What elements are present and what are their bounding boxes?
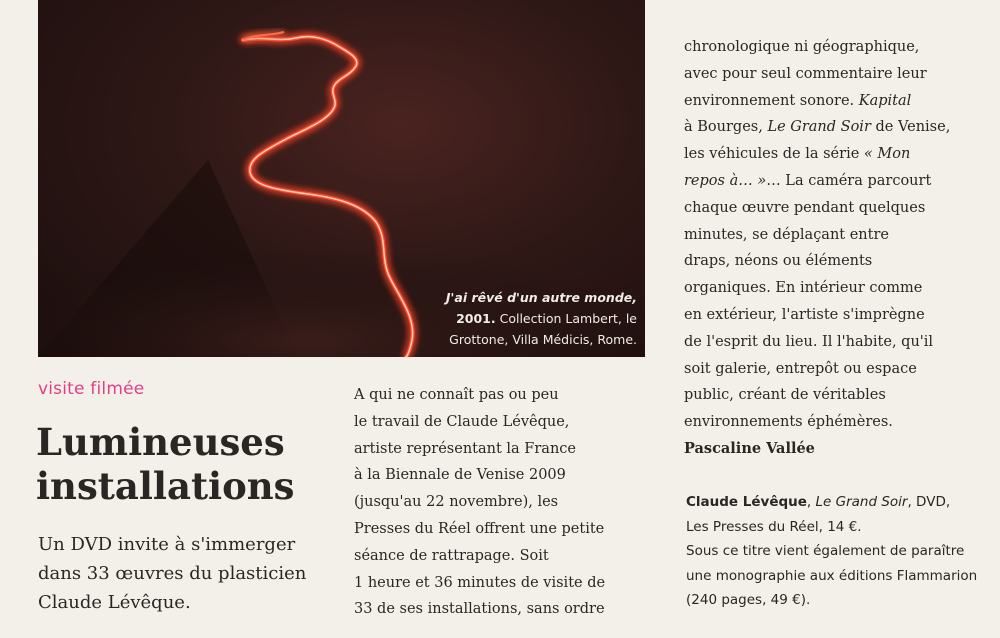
body-line: Presses du Réel offrent une petite xyxy=(354,520,605,537)
lead-line1: Un DVD invite à s'immerger xyxy=(38,534,296,555)
body-column-3 xyxy=(684,34,984,463)
body-line xyxy=(684,88,984,115)
body-line: public, créant de véritables xyxy=(684,387,886,404)
body-line: (jusqu'au 22 novembre), les xyxy=(354,494,559,511)
artwork-title: Le Grand Soir xyxy=(767,119,871,136)
headline-line2: installations xyxy=(36,464,295,508)
body-line xyxy=(684,114,984,141)
article-headline xyxy=(36,420,336,508)
article-lead xyxy=(38,530,338,617)
body-line: A qui ne connaît pas ou peu xyxy=(354,387,559,403)
body-line: artiste représentant la France xyxy=(354,440,576,457)
body-line: chaque œuvre pendant quelques xyxy=(684,199,926,216)
body-line: 33 de ses installations, sans ordre xyxy=(354,601,605,618)
body-line: soit galerie, entrepôt ou espace xyxy=(684,360,917,377)
artwork-title: repos à… » xyxy=(684,172,767,189)
artwork-title: « Mon xyxy=(863,146,911,163)
body-line: chronologique ni géographique, xyxy=(684,39,920,55)
body-line xyxy=(684,168,984,195)
body-column-2 xyxy=(354,382,646,623)
caption-line2: Grottone, Villa Médicis, Rome. xyxy=(449,332,637,347)
product-info-box xyxy=(686,490,986,613)
body-text: de Venise, xyxy=(875,119,951,136)
body-line: séance de rattrapage. Soit xyxy=(354,547,549,564)
section-rubric: visite filmée xyxy=(38,379,145,399)
neon-installation-photo xyxy=(38,0,645,357)
caption-line1: Collection Lambert, le xyxy=(499,311,637,326)
body-line: à la Biennale de Venise 2009 xyxy=(354,467,566,484)
body-text: environnement sonore. xyxy=(684,92,855,109)
author-signature: Pascaline Vallée xyxy=(684,439,815,457)
body-line: avec pour seul commentaire leur xyxy=(684,65,927,82)
info-format: , DVD, xyxy=(907,494,951,510)
info-sep: , xyxy=(806,494,812,510)
body-line: le travail de Claude Lévêque, xyxy=(354,413,570,430)
body-text: … La caméra parcourt xyxy=(766,172,932,189)
artwork-title: Kapital xyxy=(858,92,912,109)
body-text: à Bourges, xyxy=(684,119,763,136)
body-line: de l'esprit du lieu. Il l'habite, qu'il xyxy=(684,333,934,350)
photo-caption xyxy=(437,287,637,350)
lead-line2: dans 33 œuvres du plasticien xyxy=(38,563,307,584)
info-artist: Claude Lévêque xyxy=(686,494,807,510)
headline-line1: Lumineuses xyxy=(36,420,285,464)
info-line xyxy=(686,490,986,515)
caption-year: 2001. xyxy=(456,311,496,326)
body-line: en extérieur, l'artiste s'imprègne xyxy=(684,306,925,323)
body-line: 1 heure et 36 minutes de visite de xyxy=(354,574,606,591)
body-line xyxy=(684,141,984,168)
body-line: environnements éphémères. xyxy=(684,414,893,431)
body-line: organiques. En intérieur comme xyxy=(684,280,923,297)
body-line: minutes, se déplaçant entre xyxy=(684,226,889,243)
caption-title: J'ai rêvé d'un autre monde, xyxy=(445,290,637,305)
info-title: Le Grand Soir xyxy=(815,494,908,510)
info-line: (240 pages, 49 €). xyxy=(686,592,811,608)
info-line: Sous ce titre vient également de paraître xyxy=(686,543,965,559)
lead-line3: Claude Lévêque. xyxy=(38,592,191,613)
body-text: les véhicules de la série xyxy=(684,146,860,163)
body-line: draps, néons ou éléments xyxy=(684,253,873,270)
info-line: une monographie aux éditions Flammarion xyxy=(686,567,978,584)
info-line: Les Presses du Réel, 14 €. xyxy=(686,518,862,535)
